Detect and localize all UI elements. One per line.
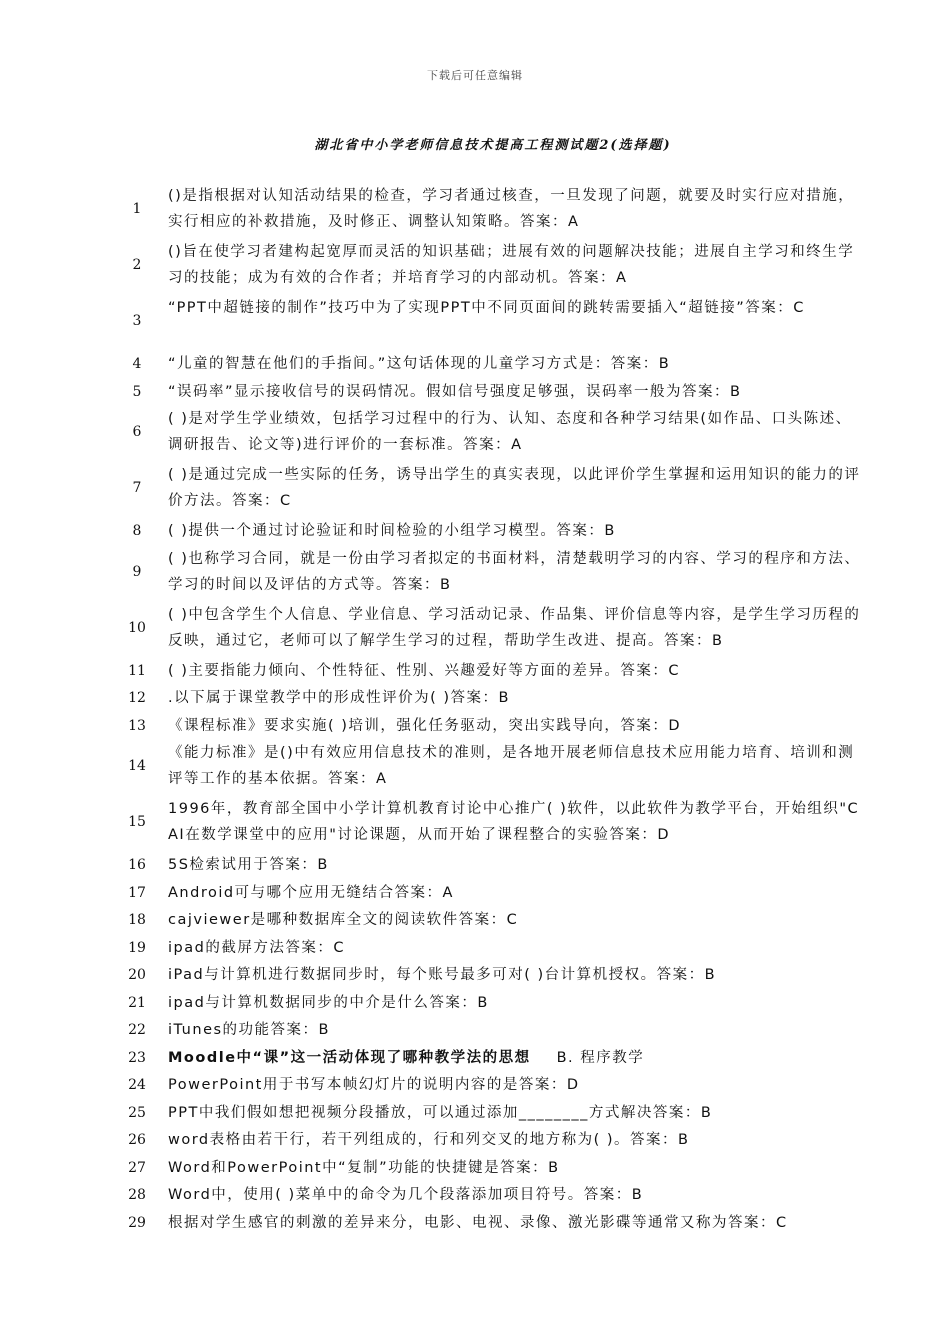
question-text: iPad与计算机进行数据同步时，每个账号最多可对( )台计算机授权。答案：B — [168, 967, 717, 983]
question-number: 28 — [128, 1187, 146, 1203]
question-text: “儿童的智慧在他们的手指间。”这句话体现的儿童学习方式是：答案：B — [168, 356, 671, 372]
question-number: 9 — [132, 563, 142, 580]
question-number: 10 — [128, 619, 146, 636]
question-row — [118, 545, 863, 601]
question-text: 1996年，教育部全国中小学计算机教育讨论中心推广( )软件，以此软件为教学平台，开始组织"CAI在数学课堂中的应用"讨论课题，从而开始了课程整合的实验答案：D — [168, 801, 860, 843]
question-number: 21 — [128, 994, 146, 1011]
question-row — [118, 906, 863, 934]
question-row — [118, 989, 863, 1017]
question-row — [118, 1016, 863, 1044]
question-number: 14 — [128, 758, 146, 774]
question-text: PPT中我们假如想把视频分段播放，可以通过添加________方式解决答案：B — [168, 1104, 713, 1121]
question-text: ipad的截屏方法答案：C — [168, 939, 345, 956]
question-number: 3 — [132, 313, 142, 329]
question-number: 1 — [132, 201, 142, 217]
question-text: .以下属于课堂教学中的形成性评价为( )答案：B — [168, 690, 510, 706]
question-text: ipad与计算机数据同步的中介是什么答案：B — [168, 994, 489, 1011]
question-number: 26 — [128, 1132, 146, 1148]
question-number: 7 — [132, 480, 142, 496]
question-number: 27 — [128, 1159, 146, 1176]
question-row — [118, 795, 863, 851]
question-answer-suffix: B. 程序教学 — [556, 1049, 645, 1066]
page-header-note: 下载后可任意编辑 — [427, 69, 523, 82]
question-text: word表格由若干行，若干列组成的，行和列交叉的地方称为( )。答案：B — [168, 1132, 690, 1148]
question-number: 4 — [132, 356, 142, 372]
question-number: 23 — [128, 1049, 146, 1066]
question-number: 11 — [128, 662, 146, 679]
question-number: 17 — [128, 884, 146, 901]
question-text: Word和PowerPoint中“复制”功能的快捷键是答案：B — [168, 1159, 560, 1176]
question-row — [118, 461, 863, 517]
question-row — [118, 961, 863, 989]
question-number: 24 — [128, 1077, 146, 1093]
question-text: ()是指根据对认知活动结果的检查，学习者通过核查，一旦发现了问题，就要及时实行应对措施，实行相应的补救措施，及时修正、调整认知策略。答案：A — [168, 188, 855, 230]
question-text: 根据对学生感官的刺激的差异来分，电影、电视、录像、激光影碟等通常又称为答案：C — [168, 1214, 788, 1231]
question-text: “PPT中超链接的制作”技巧中为了实现PPT中不同页面间的跳转需要插入“超链接”答案：C — [168, 300, 805, 316]
question-text: cajviewer是哪种数据库全文的阅读软件答案：C — [168, 912, 519, 928]
question-row — [118, 657, 863, 685]
question-row — [118, 684, 863, 712]
question-row — [118, 378, 863, 406]
question-number: 12 — [128, 690, 146, 706]
question-row — [118, 182, 863, 238]
question-list — [118, 182, 863, 1236]
question-text: “误码率”显示接收信号的误码情况。假如信号强度足够强，误码率一般为答案：B — [168, 383, 742, 400]
question-row — [118, 238, 863, 294]
question-row — [118, 1154, 863, 1182]
question-number: 29 — [128, 1214, 146, 1231]
question-row — [118, 350, 863, 378]
question-row — [118, 405, 863, 461]
document-title: 湖北省中小学老师信息技术提高工程测试题2(选择题) — [314, 138, 672, 153]
question-text: ( )是对学生学业绩效，包括学习过程中的行为、认知、态度和各种学习结果(如作品、口头陈述、调研报告、论文等)进行评价的一套标准。答案：A — [168, 411, 852, 453]
question-text: 《能力标准》是()中有效应用信息技术的准则，是各地开展老师信息技术应用能力培育、培训和测评等工作的基本依据。答案：A — [168, 745, 855, 787]
question-text: ( )中包含学生个人信息、学业信息、学习活动记录、作品集、评价信息等内容，是学生学习历程的反映，通过它，老师可以了解学生学习的过程，帮助学生改进、提高。答案：B — [168, 606, 861, 649]
question-number: 18 — [128, 912, 146, 928]
question-row — [118, 1099, 863, 1127]
question-row — [118, 1044, 863, 1072]
question-text — [168, 1045, 863, 1071]
question-row — [118, 1209, 863, 1237]
question-number: 22 — [128, 1022, 146, 1038]
question-number: 2 — [132, 257, 142, 273]
question-text: Android可与哪个应用无缝结合答案：A — [168, 884, 454, 901]
question-row — [118, 1126, 863, 1154]
question-row — [118, 294, 863, 350]
question-number: 6 — [132, 424, 142, 440]
question-row — [118, 601, 863, 657]
question-row — [118, 934, 863, 962]
question-number: 5 — [132, 383, 142, 400]
question-number: 20 — [128, 967, 146, 983]
question-number: 13 — [128, 717, 146, 734]
question-row — [118, 712, 863, 740]
question-row — [118, 1181, 863, 1209]
question-text: Word中，使用( )菜单中的命令为几个段落添加项目符号。答案：B — [168, 1187, 644, 1203]
question-number: 8 — [132, 523, 142, 539]
question-text: ( )也称学习合同，就是一份由学习者拟定的书面材料，清楚载明学习的内容、学习的程序和方法、学习的时间以及评估的方式等。答案：B — [168, 550, 861, 593]
question-text: ( )是通过完成一些实际的任务，诱导出学生的真实表现，以此评价学生掌握和运用知识的能力的评价方法。答案：C — [168, 467, 861, 509]
question-text: ( )主要指能力倾向、个性特征、性别、兴趣爱好等方面的差异。答案：C — [168, 662, 681, 679]
question-text: ( )提供一个通过讨论验证和时间检验的小组学习模型。答案：B — [168, 523, 616, 539]
question-text-bold: Moodle中“课”这一活动体现了哪种教学法的思想 — [168, 1049, 531, 1066]
question-text: ()旨在使学习者建构起宽厚而灵活的知识基础；进展有效的问题解决技能；进展自主学习和终生学习的技能；成为有效的合作者；并培育学习的内部动机。答案：A — [168, 244, 855, 286]
question-number: 16 — [128, 857, 146, 873]
question-row — [118, 1071, 863, 1099]
question-row — [118, 879, 863, 907]
question-row — [118, 739, 863, 795]
question-row — [118, 851, 863, 879]
question-number: 25 — [128, 1104, 146, 1121]
question-number: 19 — [128, 939, 146, 956]
question-number: 15 — [128, 814, 146, 830]
question-text: 《课程标准》要求实施( )培训，强化任务驱动，突出实践导向，答案：D — [168, 717, 682, 734]
question-text: PowerPoint用于书写本帧幻灯片的说明内容的是答案：D — [168, 1077, 580, 1093]
question-text: iTunes的功能答案：B — [168, 1022, 330, 1038]
question-text: 5S检索试用于答案：B — [168, 857, 329, 873]
question-row — [118, 517, 863, 545]
